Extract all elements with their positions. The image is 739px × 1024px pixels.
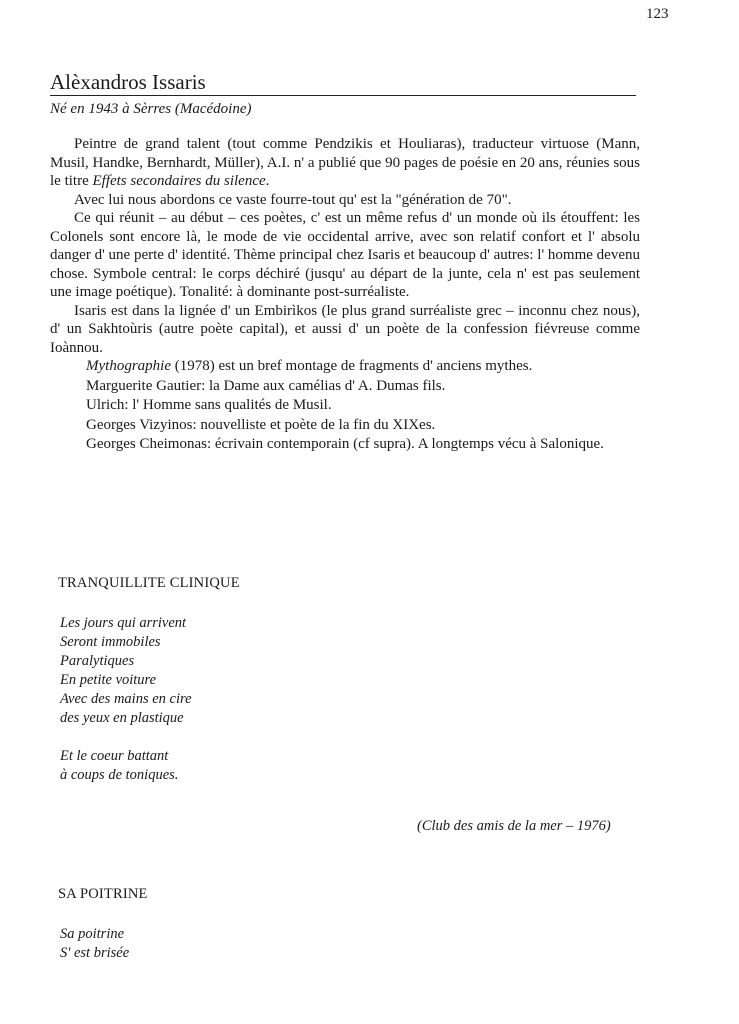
page-number: 123 — [646, 6, 669, 22]
bio-paragraph: Avec lui nous abordons ce vaste fourre-tout qu' est la "génération de 70". — [74, 191, 512, 208]
poem-line: Paralytiques — [60, 653, 135, 669]
poem-body — [60, 614, 192, 785]
note-text: (1978) est un bref montage de fragments d' anciens mythes. — [170, 358, 533, 374]
poem-line: Avec des mains en cire — [60, 691, 192, 707]
bio-note: Georges Vizyinos: nouvelliste et poète de la fin du XIXes. — [86, 416, 436, 433]
poem-title: TRANQUILLITE CLINIQUE — [58, 575, 240, 591]
book-title: Effets secondaires du silence — [92, 173, 266, 189]
bio-note: Marguerite Gautier: la Dame aux camélias d' A. Dumas fils. — [86, 377, 446, 394]
poem-line: En petite voiture — [60, 672, 157, 688]
bio-paragraph: Isaris est dans la lignée d' un Embirìkos (le plus grand surréaliste grec – inconnu chez nous), d' un Sakhtoùris (autre poète capital), et aussi d' un poète de la confession fiévreuse comme Ioànnou. — [50, 302, 640, 356]
book-title: Mythographie — [86, 358, 171, 374]
bio-text: . — [265, 173, 270, 189]
poem-line: Seront immobiles — [60, 634, 161, 650]
author-biography — [50, 135, 640, 455]
stanza-break — [60, 728, 192, 747]
poem-source: (Club des amis de la mer – 1976) — [417, 818, 611, 834]
poem-line: S' est brisée — [60, 945, 130, 961]
bio-paragraph: Ce qui réunit – au début – ces poètes, c' est un même refus d' un monde où ils étouffent: les Colonels sont encore là, le mode de vie occidental arrive, avec son relatif confort et l' absolu danger d' une perte d' identité. Thème principal chez Isaris et beaucoup d' autres: l' homme devenu chose. Symbole central: le corps déchiré (jusqu' au départ de la junte, cela n' est pas seulement une image poétique). Tonalité: à dominante post-surréaliste. — [50, 210, 640, 300]
poem-line: Sa poitrine — [60, 926, 125, 942]
author-name: Alèxandros Issaris — [50, 70, 636, 96]
bio-paragraph — [50, 135, 640, 191]
poem-line: des yeux en plastique — [60, 710, 184, 726]
poem-line: à coups de toniques. — [60, 767, 179, 783]
author-heading — [50, 70, 636, 118]
bio-text: Peintre de grand talent (tout comme Pendzikis et Houliaras), traducteur virtuose (Mann, Musil, Handke, Bernhardt, Müller), A.I. n' a publié que 90 pages de poésie en 20 ans, réunies sous le titre — [50, 136, 640, 189]
poem-title: SA POITRINE — [58, 886, 148, 902]
author-birth: Né en 1943 à Sèrres (Macédoine) — [50, 101, 252, 117]
poem-line: Et le coeur battant — [60, 748, 169, 764]
poem-body — [60, 925, 129, 963]
bio-note — [50, 357, 640, 377]
bio-note: Ulrich: l' Homme sans qualités de Musil. — [86, 397, 332, 413]
poem-line: Les jours qui arrivent — [60, 615, 187, 631]
bio-note: Georges Cheimonas: écrivain contemporain (cf supra). A longtemps vécu à Salonique. — [86, 436, 604, 452]
